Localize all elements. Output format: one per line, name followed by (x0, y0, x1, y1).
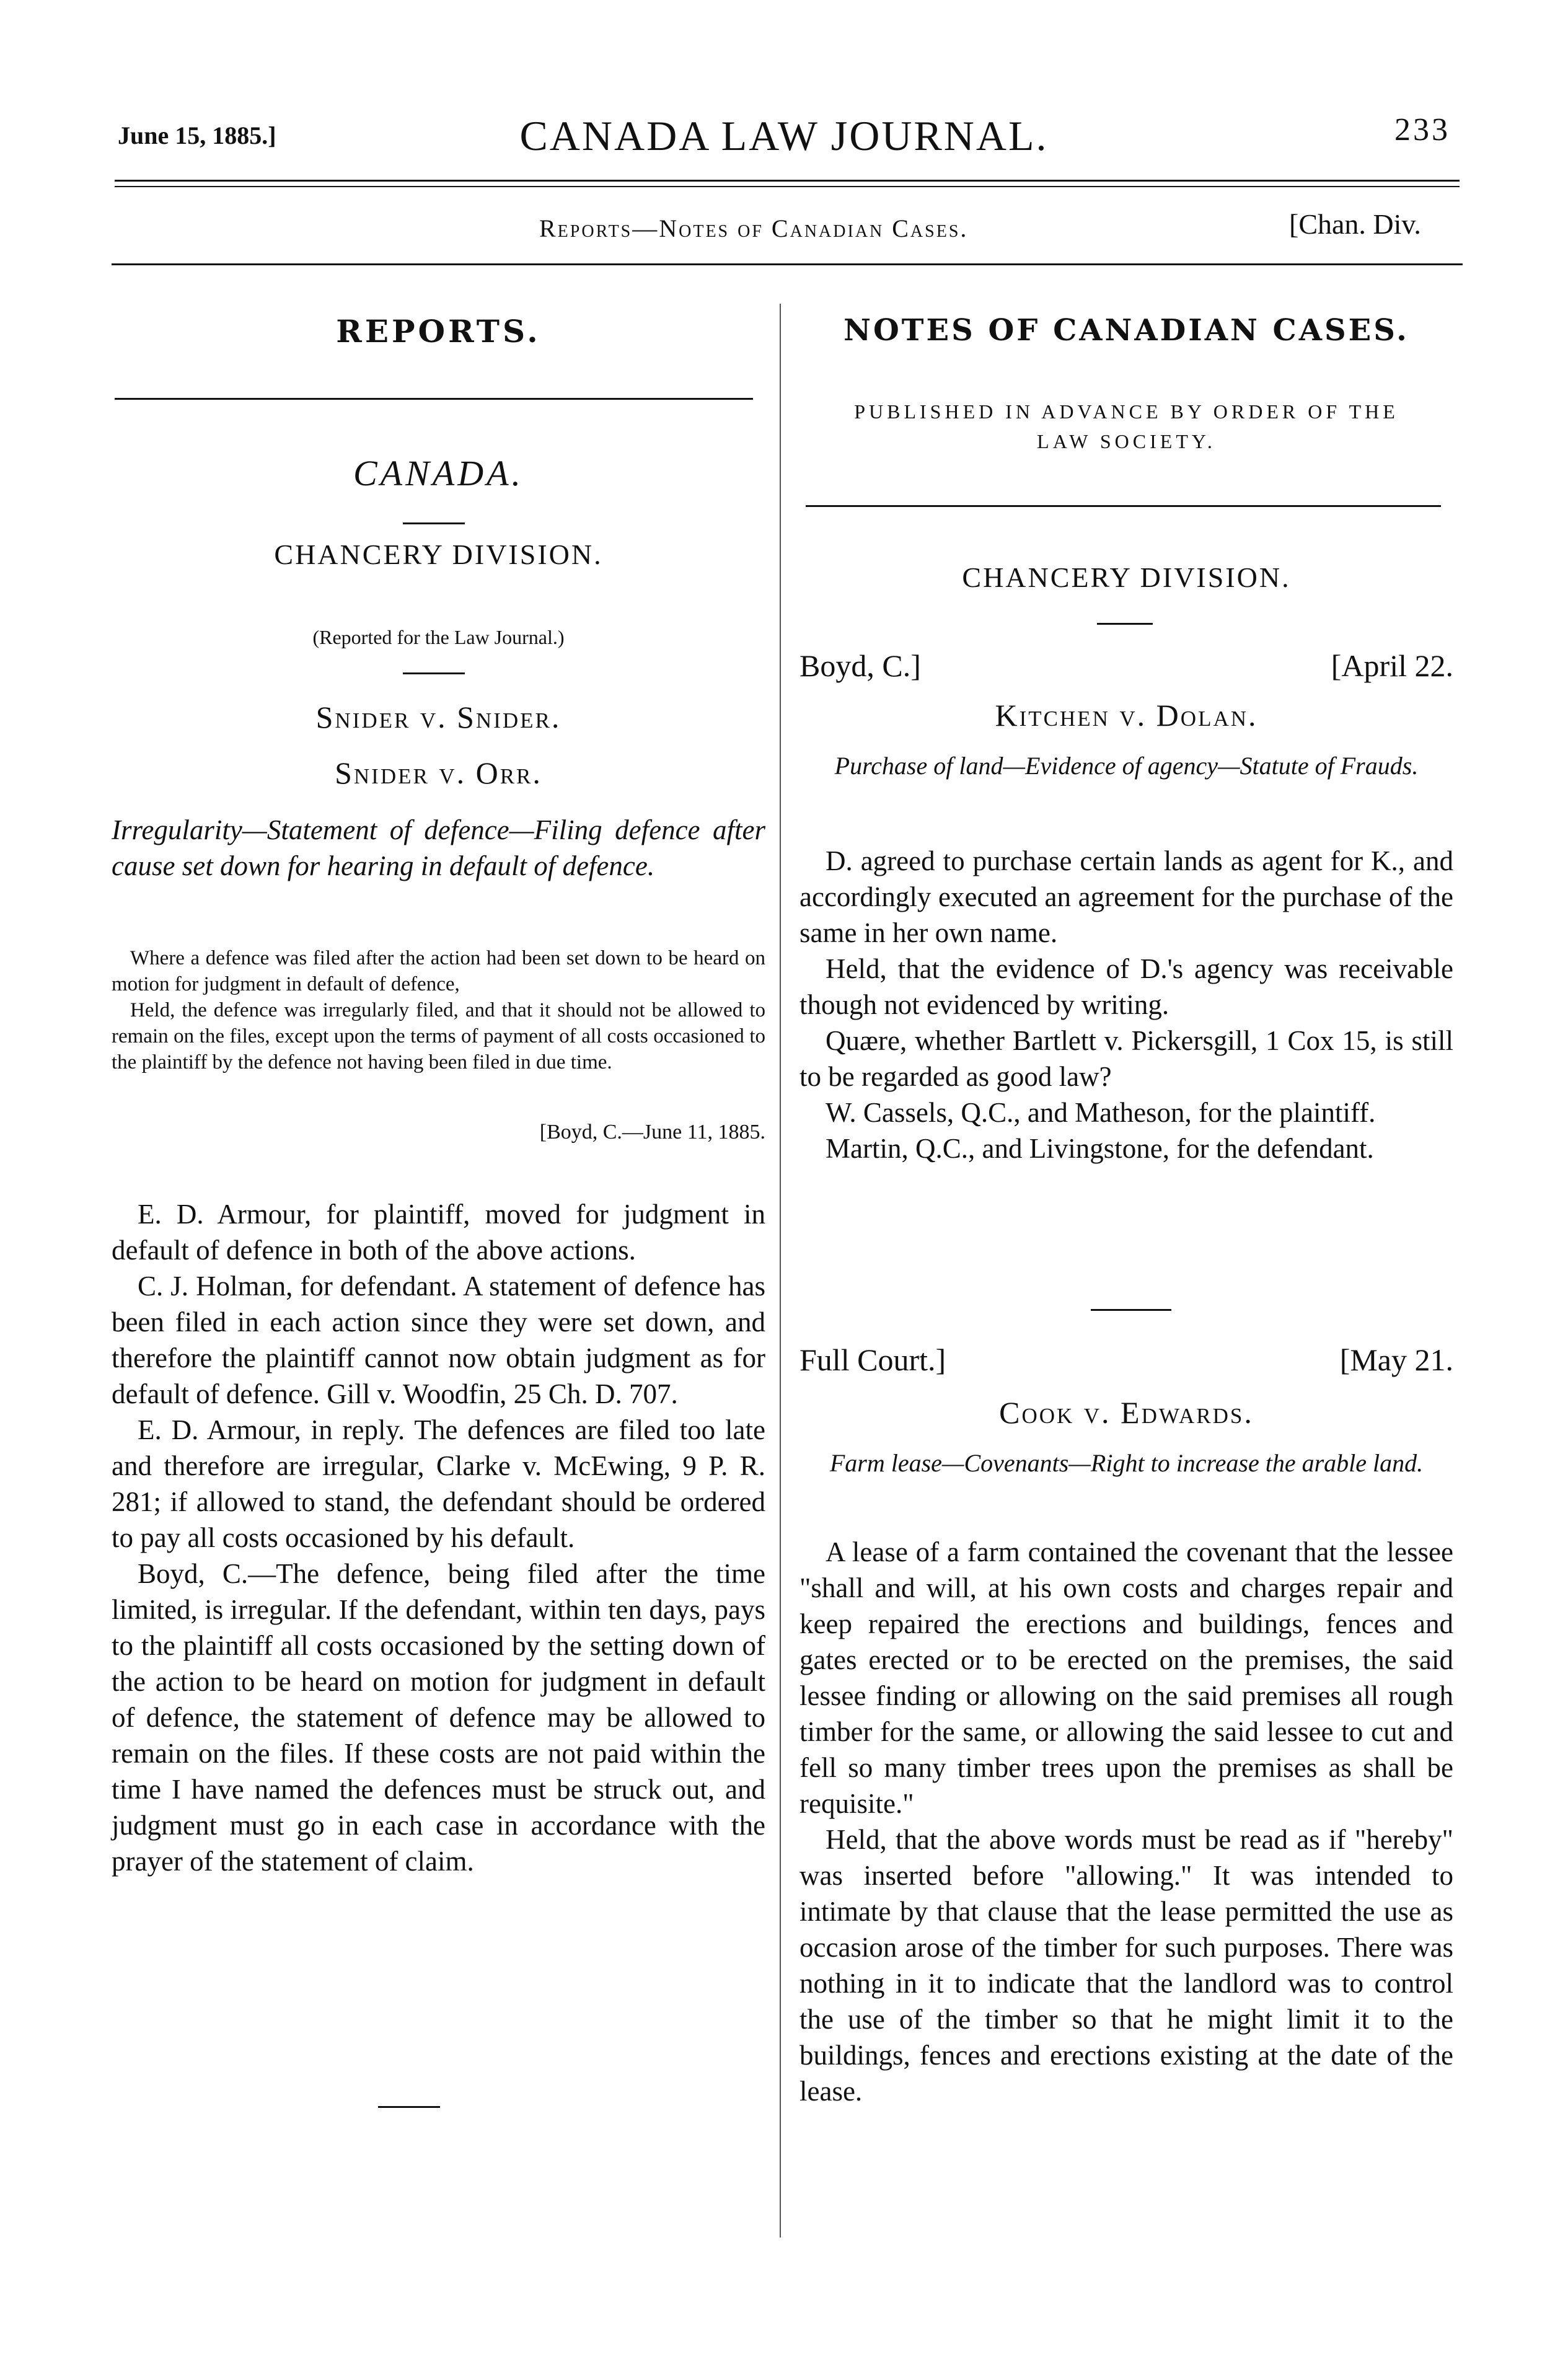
paragraph: Held, that the above words must be read as if "hereby" was inserted before "allowing." It was intended to intimate by that clause that the lease permitted the use as occasion arose of the timber for such purposes. There was nothing in it to indicate that the landlord was to control the use of the timber so that he might limit it to the buildings, fences and erections existing at the date of the lease. (799, 1824, 1453, 2107)
section-header: Reports—Notes of Canadian Cases. (539, 214, 969, 242)
paragraph: Martin, Q.C., and Livingstone, for the defendant. (826, 1133, 1374, 1164)
summary-1: Where a defence was filed after the action had been set down to be heard on motion for judgment in default of defence, (112, 947, 765, 995)
case-line-1 (799, 648, 1453, 684)
short-rule (1097, 623, 1153, 625)
headnote-text: Farm lease—Covenants—Right to increase the arable land. (829, 1449, 1424, 1477)
division-heading-right: CHANCERY DIVISION. (962, 562, 1291, 593)
report-body (112, 1196, 765, 1879)
case-title-3: Kitchen v. Dolan. (995, 698, 1258, 733)
headnote (112, 812, 765, 884)
end-rule (378, 2106, 440, 2108)
country-heading: CANADA. (353, 453, 524, 493)
case-title-4: Cook v. Edwards. (999, 1395, 1254, 1430)
headnote-text: Purchase of land—Evidence of agency—Statute of Frauds. (834, 752, 1419, 780)
published-line-1: PUBLISHED IN ADVANCE BY ORDER OF THE (854, 400, 1399, 423)
short-rule (403, 522, 465, 524)
published-line-2: LAW SOCIETY. (1037, 430, 1216, 452)
issue-date: June 15, 1885.] (118, 121, 276, 149)
header-rule-bottom (115, 186, 1460, 187)
paragraph: D. agreed to purchase certain lands as agent for K., and accordingly executed an agreement for the purchase of the same in her own name. (799, 845, 1453, 948)
paragraph: W. Cassels, Q.C., and Matheson, for the plaintiff. (826, 1097, 1376, 1128)
citation: [Boyd, C.—June 11, 1885. (539, 1121, 765, 1144)
header-rule-top (115, 180, 1460, 182)
decision-date: [April 22. (1331, 648, 1453, 683)
paragraph: Quære, whether Bartlett v. Pickersgill, 1 Cox 15, is still to be regarded as good law? (799, 1025, 1453, 1092)
reports-heading: REPORTS. (336, 313, 541, 350)
headnote-text: Irregularity—Statement of defence—Filing defence after cause set down for hearing in default of defence. (112, 814, 765, 881)
division-heading: CHANCERY DIVISION. (274, 539, 603, 570)
section-rule (112, 263, 1463, 265)
judge: Full Court.] (799, 1342, 946, 1377)
case-body-2 (799, 1534, 1453, 2109)
notes-heading: NOTES OF CANADIAN CASES. (843, 313, 1409, 348)
summary-2: Held, the defence was irregularly filed, and that it should not be allowed to remain on the files, except upon the terms of payment of all costs occasioned to the plaintiff by the defence not having been filed in due time. (112, 999, 765, 1073)
paragraph: E. D. Armour, for plaintiff, moved for judgment in default of defence in both of the above actions. (112, 1199, 765, 1266)
case-title-2: Snider v. Orr. (335, 756, 542, 790)
summary (112, 945, 765, 1075)
judge: Boyd, C.] (799, 648, 921, 683)
column-divider (780, 304, 781, 2237)
published-note (799, 397, 1453, 456)
short-rule (1091, 1309, 1171, 1311)
journal-title: CANADA LAW JOURNAL. (519, 112, 1049, 159)
short-rule (403, 672, 465, 674)
paragraph: Boyd, C.—The defence, being filed after the time limited, is irregular. If the defendant, within ten days, pays to the plaintiff all costs occasioned by the setting down of the action to be heard on motion for judgment in default of defence, the statement of defence may be allowed to remain on the files. If these costs are not paid within the time I have named the defences must be struck out, and judgment must go in each case in accordance with the prayer of the statement of claim. (112, 1558, 765, 1877)
decision-date: [May 21. (1339, 1342, 1453, 1377)
division-header: [Chan. Div. (1289, 208, 1421, 240)
paragraph: C. J. Holman, for defendant. A statement of defence has been filed in each action since they were set down, and therefore the plaintiff cannot now obtain judgment as for default of defence. Gill v. Woodfin, 25 Ch. D. 707. (112, 1271, 765, 1409)
paragraph: E. D. Armour, in reply. The defences are filed too late and therefore are irregular, Clarke v. McEwing, 9 P. R. 281; if allowed to stand, the defendant should be ordered to pay all costs occasioned by his default. (112, 1414, 765, 1553)
notes-rule (806, 505, 1441, 507)
case-body-1 (799, 843, 1453, 1166)
page-number: 233 (1394, 112, 1450, 148)
headnote-right-1 (799, 750, 1453, 782)
reported-note (112, 626, 765, 649)
headnote-right-2 (799, 1447, 1453, 1479)
case-title-1: Snider v. Snider. (315, 700, 562, 734)
reported-text: (Reported for the Law Journal.) (312, 626, 565, 648)
paragraph: Held, that the evidence of D.'s agency was receivable though not evidenced by writing. (799, 953, 1453, 1020)
case-line-2 (799, 1342, 1453, 1378)
reports-rule (115, 398, 753, 400)
paragraph: A lease of a farm contained the covenant that the lessee "shall and will, at his own costs and charges repair and keep repaired the erections and buildings, fences and gates erected or to be erected on the premises, the said lessee finding or allowing on the said premises all rough timber for the same, or allowing the said lessee to cut and fell so many timber trees upon the premises as shall be requisite." (799, 1536, 1453, 1819)
